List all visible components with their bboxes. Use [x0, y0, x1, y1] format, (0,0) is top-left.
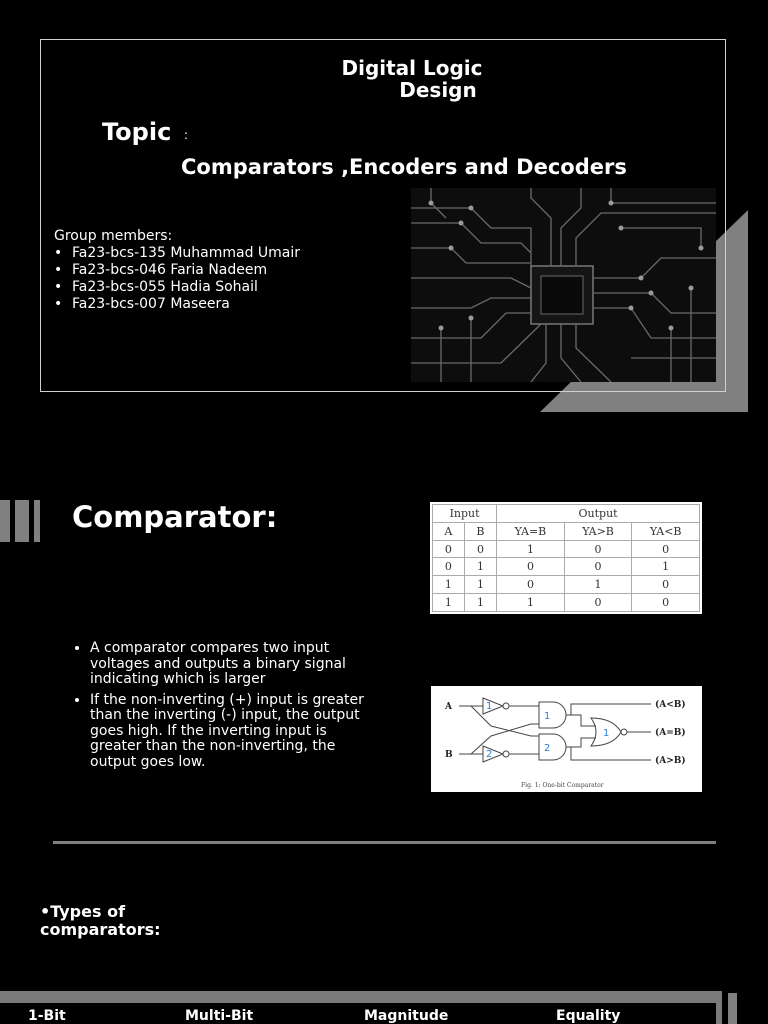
table-cell: 0 — [564, 540, 632, 558]
table-row — [433, 540, 700, 558]
table-cell: 1 — [433, 594, 465, 612]
accent-bar — [0, 500, 10, 542]
member-list — [54, 245, 300, 313]
table-group-header: Output — [497, 505, 700, 523]
table-cell: 1 — [564, 576, 632, 594]
bullet-item: • A comparator compares two input voltages and outputs a binary signal indicating which is larger — [90, 641, 372, 688]
table-cell: 1 — [497, 594, 565, 612]
table-row — [433, 594, 700, 612]
truth-table — [430, 502, 702, 614]
member-item: • Fa23-bcs-007 Maseera — [54, 296, 300, 313]
topic-label: Topic — [102, 118, 172, 146]
accent-bar — [15, 500, 29, 542]
types-title-line1: •Types of — [40, 902, 126, 921]
comparator-title: Comparator: — [72, 500, 278, 534]
table-header: B — [464, 522, 496, 540]
member-item: • Fa23-bcs-135 Muhammad Umair — [54, 245, 300, 262]
group-heading: Group members: — [54, 228, 173, 244]
circuit-input-a: A — [445, 702, 452, 712]
gate-label: 1 — [544, 711, 551, 722]
comparator-circuit-diagram — [431, 686, 702, 792]
table-cell: 1 — [464, 558, 496, 576]
table-cell: 1 — [464, 594, 496, 612]
types-title — [40, 903, 161, 939]
accent-bar — [728, 993, 737, 1024]
table-header: YA>B — [564, 522, 632, 540]
table-row — [433, 558, 700, 576]
type-item: 1-Bit — [28, 1008, 66, 1024]
topic-colon: : — [184, 128, 189, 142]
table-cell: 0 — [564, 594, 632, 612]
table-cell: 0 — [497, 576, 565, 594]
topic-text: Comparators ,Encoders and Decoders — [181, 155, 627, 179]
gate-label: 1 — [486, 701, 493, 712]
circuit-board-image — [411, 188, 716, 382]
table-cell: 1 — [632, 558, 700, 576]
table-cell: 1 — [497, 540, 565, 558]
table-cell: 0 — [464, 540, 496, 558]
table-group-header: Input — [433, 505, 497, 523]
circuit-input-b: B — [445, 750, 453, 760]
table-cell: 0 — [632, 540, 700, 558]
table-header: YA=B — [497, 522, 565, 540]
slide-title-line2: Design — [399, 78, 477, 102]
accent-bar — [34, 500, 40, 542]
type-item: Equality — [556, 1008, 621, 1024]
member-item: • Fa23-bcs-055 Hadia Sohail — [54, 279, 300, 296]
slide-title-line1: Digital Logic — [341, 56, 483, 80]
circuit-output-gt: (A>B) — [655, 756, 686, 766]
bullet-item: • If the non-inverting (+) input is greater than the inverting (-) input, the output goes high. If the inverting input is greater than the non-inverting, the output goes low. — [90, 693, 372, 771]
table-cell: 0 — [632, 594, 700, 612]
table-row — [433, 576, 700, 594]
type-item: Multi-Bit — [185, 1008, 254, 1024]
gate-label: 1 — [603, 728, 610, 739]
gate-label: 2 — [544, 743, 551, 754]
table-cell: 0 — [433, 558, 465, 576]
member-item: • Fa23-bcs-046 Faria Nadeem — [54, 262, 300, 279]
circuit-output-lt: (A<B) — [655, 700, 686, 710]
table-cell: 0 — [632, 576, 700, 594]
table-cell: 1 — [433, 576, 465, 594]
section-divider — [53, 841, 716, 844]
table-cell: 0 — [564, 558, 632, 576]
gate-label: 2 — [486, 749, 493, 760]
table-cell: 0 — [497, 558, 565, 576]
circuit-caption: Fig. 1: One-bit Comparator — [521, 782, 604, 789]
table-header: YA<B — [632, 522, 700, 540]
type-item: Magnitude — [364, 1008, 449, 1024]
table-cell: 0 — [433, 540, 465, 558]
circuit-output-eq: (A=B) — [655, 728, 686, 738]
types-title-line2: comparators: — [40, 920, 161, 939]
group-members — [54, 228, 300, 313]
table-cell: 1 — [464, 576, 496, 594]
comparator-bullets — [72, 641, 372, 775]
table-header: A — [433, 522, 465, 540]
